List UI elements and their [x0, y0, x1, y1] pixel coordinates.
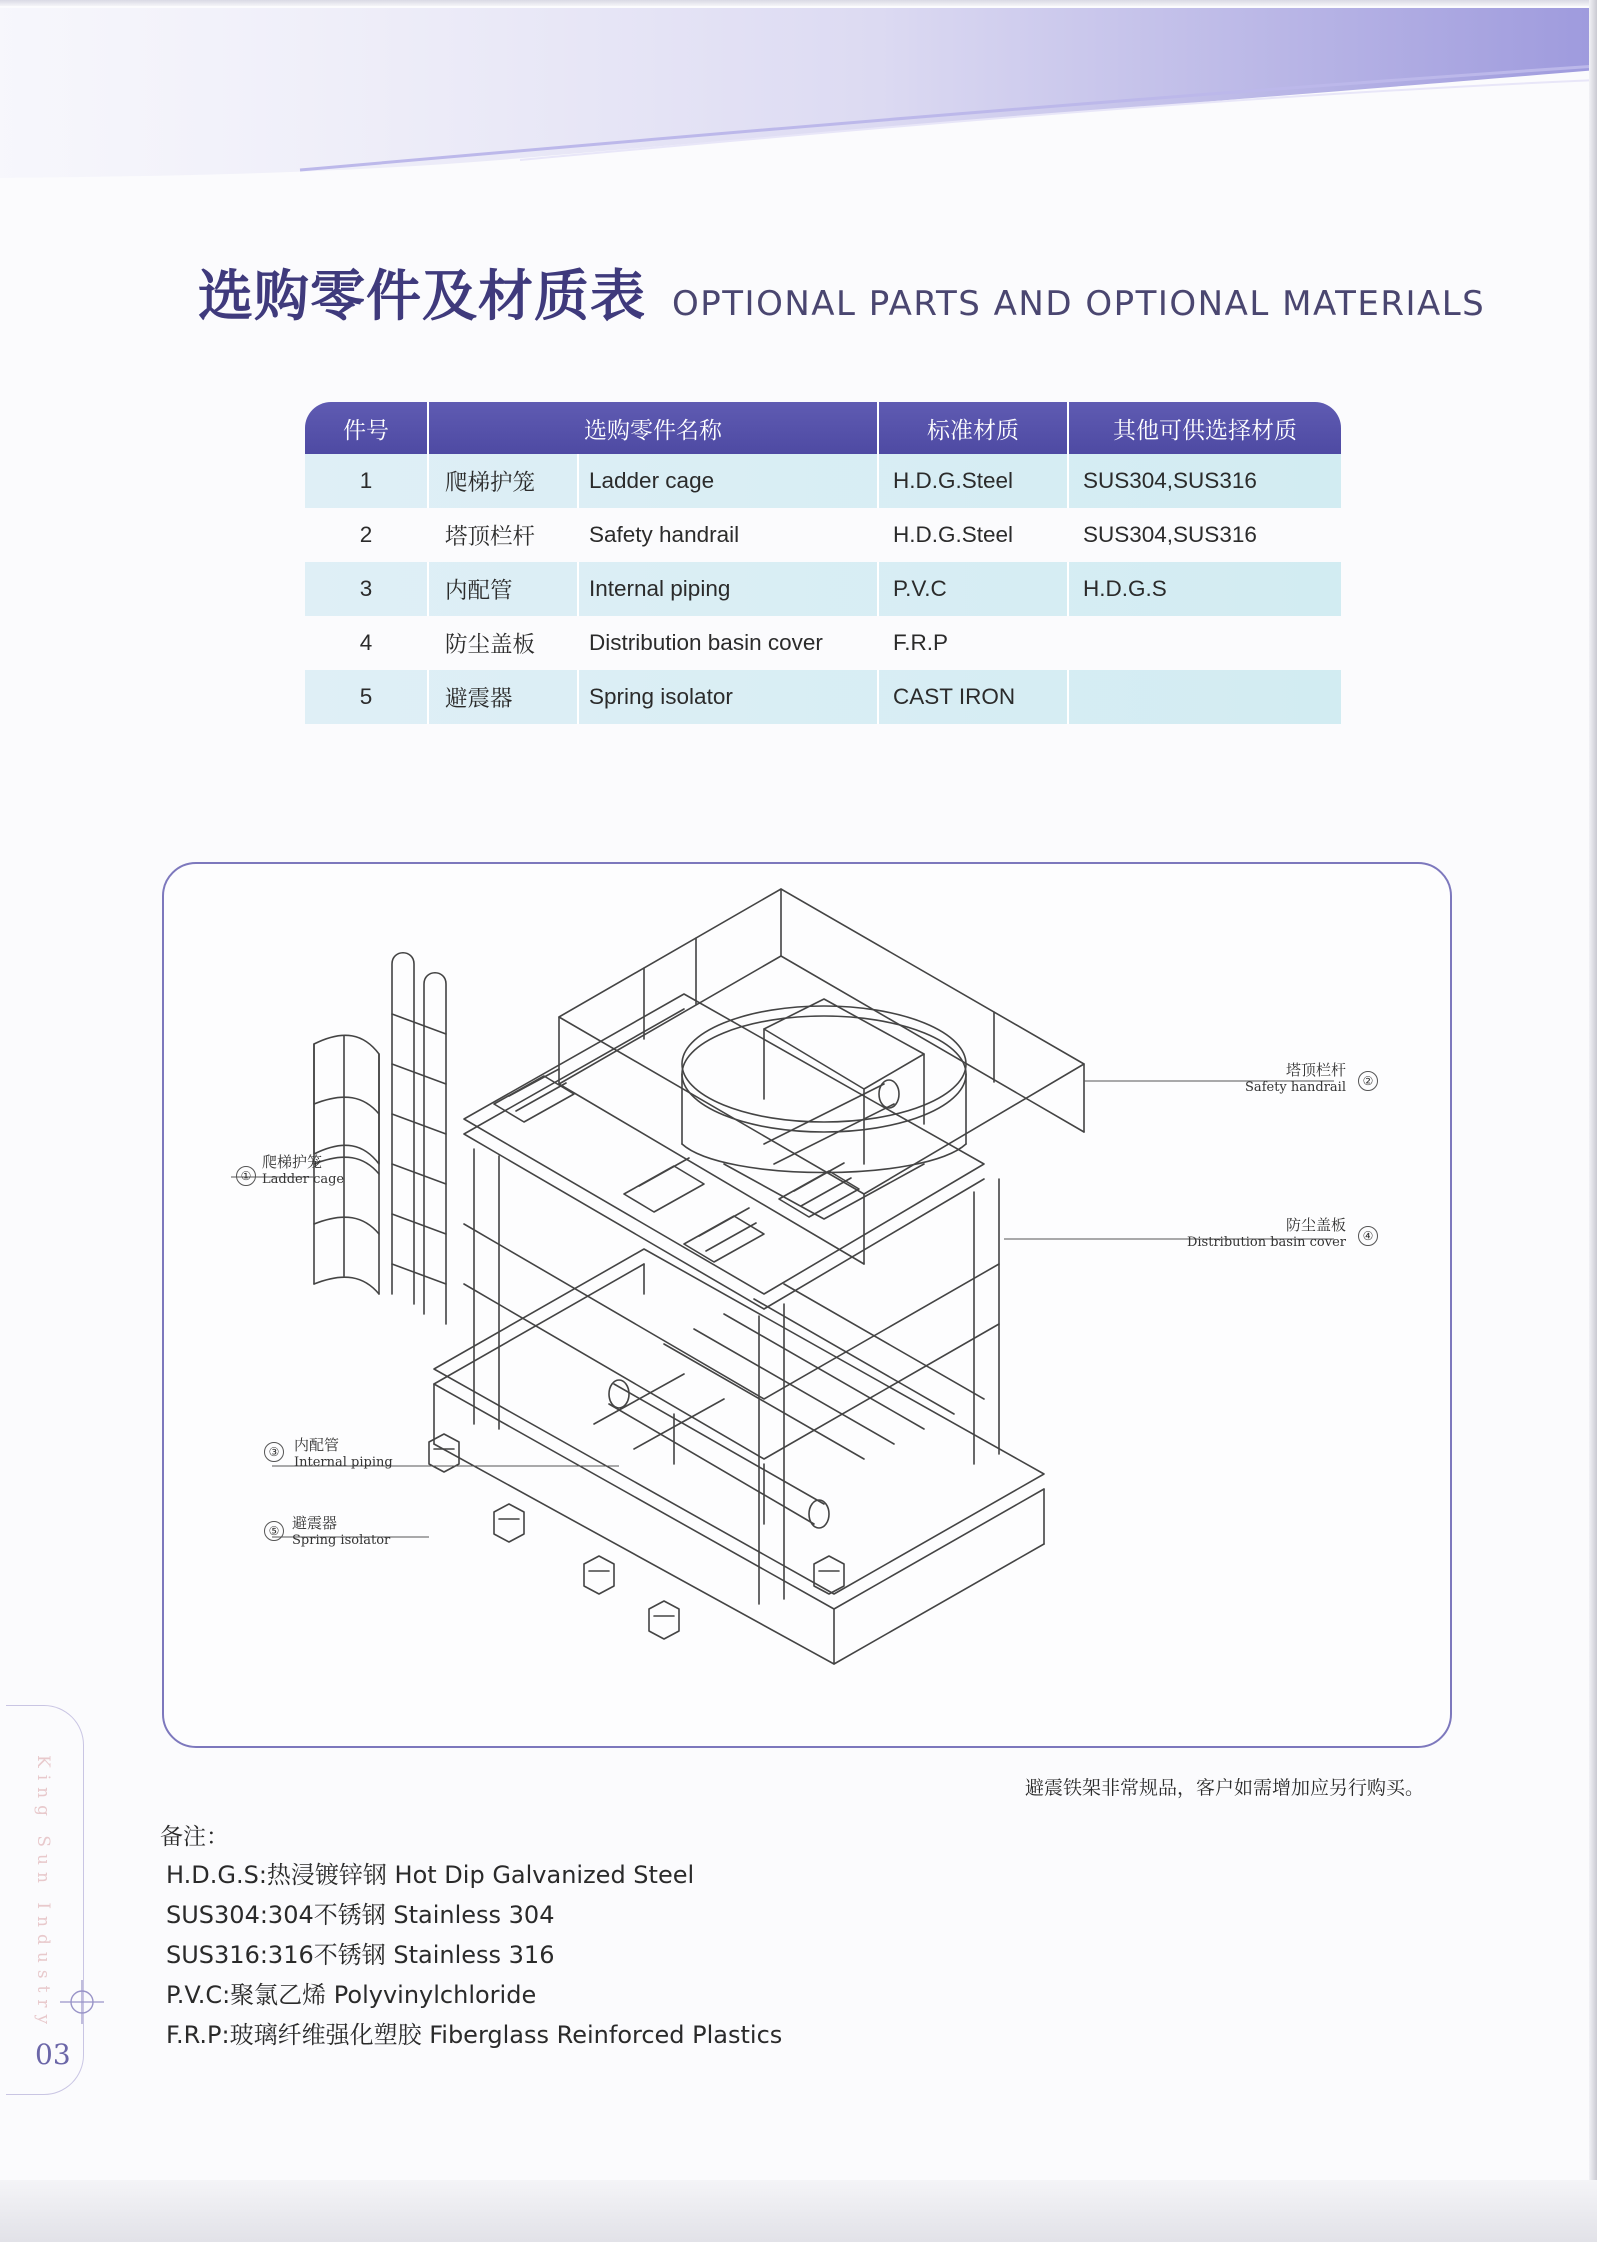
optional-parts-table	[305, 402, 1341, 724]
cell-optional-material: SUS304,SUS316	[1083, 522, 1257, 547]
registration-mark-icon	[60, 1980, 104, 2024]
callout-label-en: Ladder cage	[262, 1172, 345, 1187]
callout-number-3: ③	[264, 1442, 284, 1462]
callout-label-cn: 防尘盖板	[1285, 1216, 1346, 1234]
cell-optional-material: SUS304,SUS316	[1083, 468, 1257, 493]
header-part-no: 件号	[305, 402, 429, 454]
page-bottom-edge	[0, 2180, 1597, 2242]
cell-name-en: Distribution basin cover	[589, 630, 823, 655]
callout-label-cn: 塔顶栏杆	[1285, 1061, 1346, 1079]
table-row	[305, 454, 1341, 508]
note-line: F.R.P:玻璃纤维强化塑胶 Fiberglass Reinforced Plastics	[166, 2021, 783, 2049]
callout-label-en: Spring isolator	[292, 1533, 391, 1548]
page-number: 03	[35, 2038, 71, 2071]
table-row	[305, 562, 1341, 616]
page-title	[198, 252, 1485, 331]
cell-standard-material: H.D.G.Steel	[893, 522, 1014, 547]
cell-name-en: Internal piping	[579, 562, 879, 616]
cooling-tower-exploded-drawing	[164, 864, 1450, 1746]
note-line: SUS304:304不锈钢 Stainless 304	[166, 1901, 555, 1929]
callout-label-cn: 内配管	[294, 1436, 340, 1454]
callout-ladder-cage	[262, 1151, 344, 1187]
callout-number-5: ⑤	[264, 1521, 284, 1541]
material-notes	[160, 1818, 782, 2055]
page-right-edge	[1589, 0, 1597, 2242]
header-standard-material: 标准材质	[879, 402, 1069, 454]
cell-name-cn: 避震器	[429, 670, 579, 724]
cell-standard-material: H.D.G.Steel	[879, 454, 1069, 508]
callout-distribution-basin-cover	[1187, 1214, 1346, 1250]
cell-standard-material: P.V.C	[879, 562, 1069, 616]
callout-label-en: Safety handrail	[1245, 1080, 1346, 1095]
callout-label-en: Distribution basin cover	[1186, 1235, 1346, 1250]
cell-part-no: 5	[305, 670, 429, 724]
cell-name-en: Ladder cage	[579, 454, 879, 508]
cell-optional-material	[1069, 670, 1341, 724]
callout-label-cn: 避震器	[292, 1514, 338, 1532]
cell-optional-material: H.D.G.S	[1083, 576, 1167, 601]
callout-spring-isolator	[292, 1512, 390, 1548]
page-title-cn: 选购零件及材质表	[198, 264, 647, 328]
callout-label-cn: 爬梯护笼	[262, 1153, 323, 1171]
cell-name-cn: 防尘盖板	[445, 632, 536, 658]
cooling-tower-diagram-frame	[162, 862, 1452, 1748]
notes-title: 备注：	[160, 1824, 229, 1850]
header-optional-material: 其他可供选择材质	[1113, 417, 1297, 444]
isolator-footnote: 避震铁架非常规品，客户如需增加应另行购买。	[1025, 1777, 1425, 1799]
header-part-name: 选购零件名称	[429, 402, 879, 454]
callout-number-2: ②	[1358, 1071, 1378, 1091]
callout-internal-piping	[294, 1434, 393, 1470]
cell-name-cn: 塔顶栏杆	[445, 524, 536, 550]
side-tab-brand-text: King Sun Industry	[33, 1755, 53, 2032]
cell-name-cn: 爬梯护笼	[429, 454, 579, 508]
cell-part-no: 2	[359, 522, 373, 547]
cell-name-en: Spring isolator	[579, 670, 879, 724]
cell-optional-material	[1069, 616, 1341, 670]
table-header	[305, 402, 1341, 454]
cell-name-en: Safety handrail	[589, 522, 740, 547]
cell-standard-material: CAST IRON	[879, 670, 1069, 724]
cell-part-no: 1	[305, 454, 429, 508]
table-row	[305, 508, 1341, 562]
table-row	[305, 670, 1341, 724]
note-line: H.D.G.S:热浸镀锌钢 Hot Dip Galvanized Steel	[166, 1861, 695, 1889]
note-line: SUS316:316不锈钢 Stainless 316	[166, 1941, 555, 1969]
cell-standard-material: F.R.P	[893, 630, 949, 655]
note-line: P.V.C:聚氯乙烯 Polyvinylchloride	[166, 1981, 537, 2009]
header-decorative-band	[0, 0, 1597, 180]
table-row	[305, 616, 1341, 670]
cell-part-no: 4	[359, 630, 373, 655]
page-title-en: OPTIONAL PARTS AND OPTIONAL MATERIALS	[672, 284, 1486, 324]
callout-number-1: ①	[236, 1166, 256, 1186]
cell-name-cn: 内配管	[429, 562, 579, 616]
cell-part-no: 3	[305, 562, 429, 616]
callout-safety-handrail	[1245, 1059, 1346, 1095]
callout-number-4: ④	[1358, 1226, 1378, 1246]
callout-label-en: Internal piping	[294, 1455, 393, 1470]
